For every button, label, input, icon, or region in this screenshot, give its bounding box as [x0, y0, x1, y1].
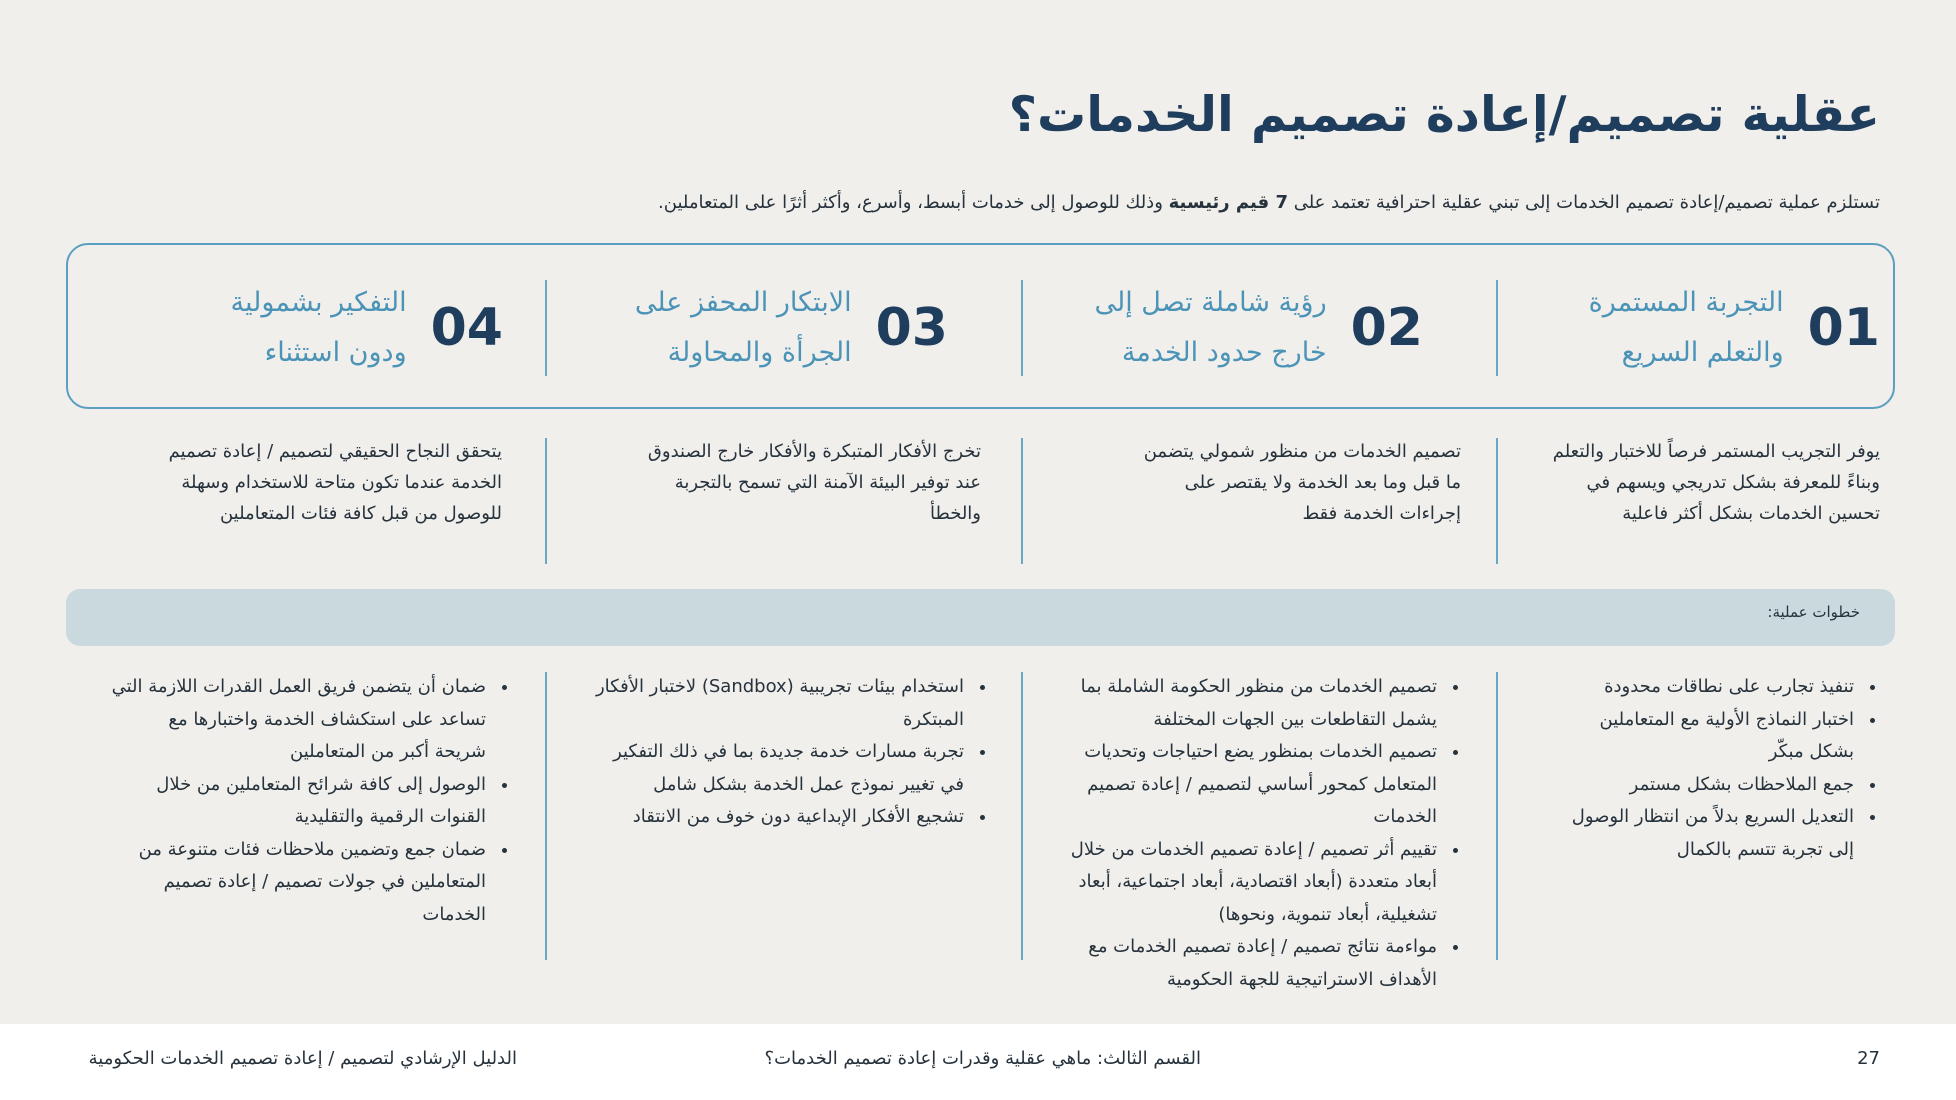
desc-line: يوفر التجريب المستمر فرصاً للاختبار والتعلم [1552, 441, 1880, 462]
value-title [231, 278, 407, 378]
value-description-4 [169, 436, 502, 529]
value-title-line: خارج حدود الخدمة [1121, 337, 1327, 368]
steps-list-1 [1572, 671, 1880, 866]
desc-line: تحسين الخدمات بشكل أكثر فاعلية [1622, 503, 1880, 524]
value-card-2 [1094, 280, 1423, 376]
intro-after: وذلك للوصول إلى خدمات أبسط، وأسرع، وأكثر أثرًا على المتعاملين. [658, 192, 1169, 213]
divider [545, 438, 547, 564]
desc-line: يتحقق النجاح الحقيقي لتصميم / إعادة تصميم [168, 441, 502, 462]
list-item: • ضمان جمع وتضمين ملاحظات فئات متنوعة من المتعاملين في جولات تصميم / إعادة تصميم الخدمات [112, 834, 490, 932]
value-description-1 [1553, 436, 1880, 529]
list-item: • تشجيع الأفكار الإبداعية دون خوف من الانتقاد [596, 801, 968, 834]
value-number: 02 [1350, 298, 1423, 358]
steps-list-3 [596, 671, 990, 834]
list-item: • تجربة مسارات خدمة جديدة بما في ذلك التفكير في تغيير نموذج عمل الخدمة بشكل شامل [596, 736, 968, 801]
list-item: • مواءمة نتائج تصميم / إعادة تصميم الخدمات مع الأهداف الاستراتيجية للجهة الحكومية [1071, 931, 1441, 996]
divider [1496, 280, 1498, 376]
footer-guide-title: الدليل الإرشادي لتصميم / إعادة تصميم الخدمات الحكومية [88, 1048, 517, 1069]
list-item: • تنفيذ تجارب على نطاقات محدودة [1572, 671, 1858, 704]
list-item: • تصميم الخدمات بمنظور يضع احتياجات وتحديات المتعامل كمحور أساسي لتصميم / إعادة تصميم الخدمات [1071, 736, 1441, 834]
intro-text [658, 192, 1880, 213]
list-item: • استخدام بيئات تجريبية (Sandbox) لاختبار الأفكار المبتكرة [596, 671, 968, 736]
divider [545, 672, 547, 960]
page-number: 27 [1857, 1048, 1880, 1069]
desc-line: ما قبل وما بعد الخدمة ولا يقتصر على [1184, 472, 1461, 493]
value-description-3 [648, 436, 981, 529]
value-description-2 [1144, 436, 1461, 529]
divider [1021, 672, 1023, 960]
value-number: 04 [430, 298, 503, 358]
value-title-line: الابتكار المحفز على [634, 287, 852, 318]
practical-steps-label: خطوات عملية: [1767, 603, 1860, 621]
footer [0, 1024, 1956, 1100]
desc-line: إجراءات الخدمة فقط [1302, 503, 1461, 524]
practical-steps-bar [66, 589, 1895, 646]
list-item: • ضمان أن يتضمن فريق العمل القدرات اللازمة التي تساعد على استكشاف الخدمة واختبارها مع شريحة أكبر من المتعاملين [112, 671, 490, 769]
value-title-line: الجرأة والمحاولة [667, 337, 852, 368]
value-title [635, 278, 852, 378]
list-item: • اختبار النماذج الأولية مع المتعاملين بشكل مبكّر [1572, 704, 1858, 769]
intro-before: تستلزم عملية تصميم/إعادة تصميم الخدمات إلى تبني عقلية احترافية تعتمد على [1287, 192, 1880, 213]
list-item: • جمع الملاحظات بشكل مستمر [1572, 769, 1858, 802]
value-title-line: والتعلم السريع [1621, 337, 1784, 368]
desc-line: تخرج الأفكار المتبكرة والأفكار خارج الصندوق [647, 441, 981, 462]
value-number: 03 [875, 298, 948, 358]
desc-line: تصميم الخدمات من منظور شمولي يتضمن [1143, 441, 1461, 462]
divider [1021, 438, 1023, 564]
value-number: 01 [1807, 298, 1880, 358]
desc-line: عند توفير البيئة الآمنة التي تسمح بالتجربة [674, 472, 981, 493]
list-item: • تقييم أثر تصميم / إعادة تصميم الخدمات من خلال أبعاد متعددة (أبعاد اقتصادية، أبعاد اجتماعية، أبعاد تشغيلية، أبعاد تنموية، ونحوها) [1071, 834, 1441, 932]
desc-line: للوصول من قبل كافة فئات المتعاملين [219, 503, 502, 524]
steps-list-2 [1071, 671, 1463, 996]
desc-line: الخدمة عندما تكون متاحة للاستخدام وسهلة [181, 472, 502, 493]
desc-line: والخطأ [929, 503, 981, 524]
divider [1496, 438, 1498, 564]
value-card-1 [1589, 280, 1880, 376]
value-title-line: رؤية شاملة تصل إلى [1094, 287, 1327, 318]
divider [1496, 672, 1498, 960]
steps-list-4 [112, 671, 512, 931]
footer-section-title: القسم الثالث: ماهي عقلية وقدرات إعادة تصميم الخدمات؟ [764, 1048, 1201, 1069]
list-item: • تصميم الخدمات من منظور الحكومة الشاملة بما يشمل التقاطعات بين الجهات المختلفة [1071, 671, 1441, 736]
value-title [1094, 278, 1326, 378]
list-item: • الوصول إلى كافة شرائح المتعاملين من خلال القنوات الرقمية والتقليدية [112, 769, 490, 834]
value-title-line: التجربة المستمرة [1588, 287, 1784, 318]
intro-bold: 7 قيم رئيسية [1168, 192, 1288, 213]
divider [1021, 280, 1023, 376]
page-title: عقلية تصميم/إعادة تصميم الخدمات؟ [1008, 86, 1880, 143]
value-title-line: التفكير بشمولية [230, 287, 407, 318]
divider [545, 280, 547, 376]
desc-line: وبناءً للمعرفة بشكل تدريجي ويسهم في [1586, 472, 1880, 493]
list-item: • التعديل السريع بدلاً من انتظار الوصول إلى تجربة تتسم بالكمال [1572, 801, 1858, 866]
value-title [1589, 278, 1784, 378]
value-title-line: ودون استثناء [264, 337, 407, 368]
value-card-3 [635, 280, 948, 376]
value-card-4 [231, 280, 503, 376]
